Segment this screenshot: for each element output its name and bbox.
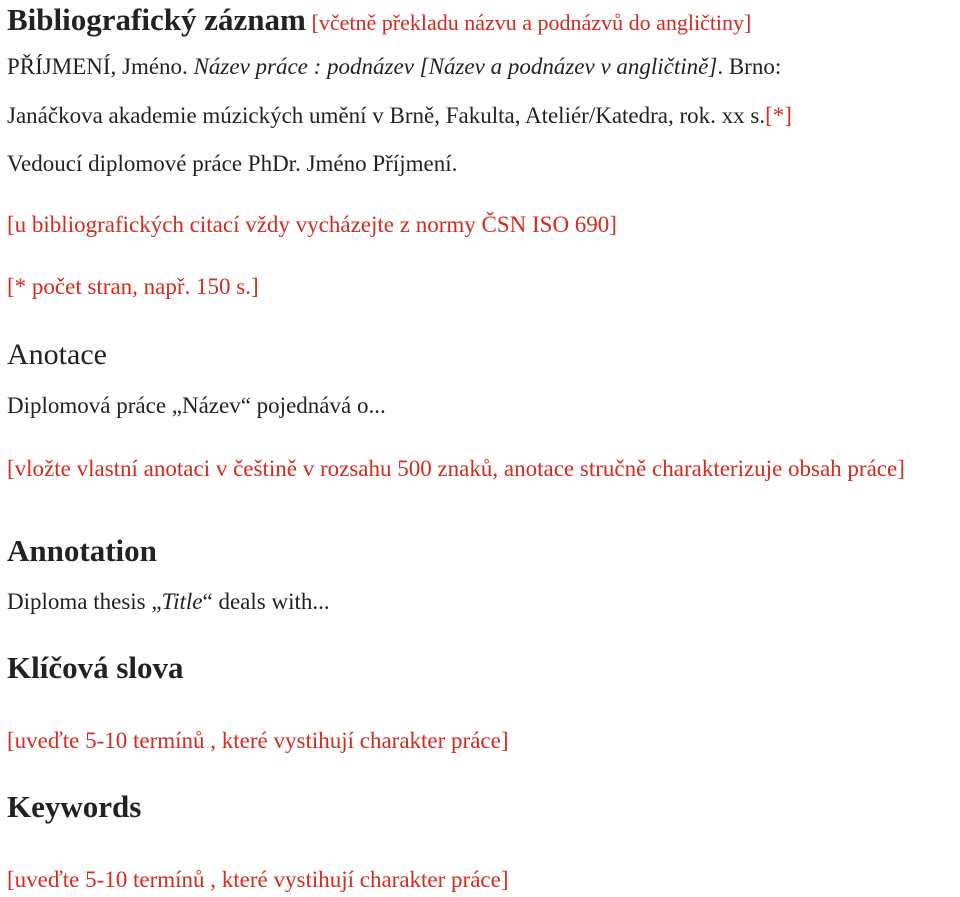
citation-line-2 [7,102,956,130]
keywords-heading: Keywords [7,789,142,824]
annotation-heading: Annotation [7,533,157,568]
bibliography-heading: Bibliografický záznam [7,2,306,37]
pages-note: [* počet stran, např. 150 s.] [7,274,259,299]
annotation-title: Title [161,589,203,614]
citation-pages-note: [*] [765,103,792,128]
citation-place: . Brno: [717,54,782,79]
anotace-text: Diplomová práce „Název“ pojednává o... [7,393,386,418]
klicova-slova-note: [uveďte 5-10 termínů , které vystihují charakter práce] [7,728,509,753]
annotation-text [7,588,956,616]
bibliography-heading-line [7,2,956,38]
citation-line-3 [7,150,956,178]
citation-author: PŘÍJMENÍ, Jméno. [7,54,194,79]
bibliography-heading-note: [včetně překladu názvu a podnázvů do angličtiny] [311,10,752,35]
annotation-text-end: “ deals with... [202,589,330,614]
citation-publisher: Janáčkova akademie múzických umění v Brně, Fakulta, Ateliér/Katedra, rok. xx s. [7,103,766,128]
anotace-heading: Anotace [7,338,107,371]
norm-note: [u bibliografických citací vždy vycházejte z normy ČSN ISO 690] [7,212,617,237]
citation-title: Název práce : podnázev [Název a podnázev v angličtině] [193,54,718,79]
annotation-text-start: Diploma thesis „ [7,589,162,614]
keywords-note: [uveďte 5-10 termínů , které vystihují charakter práce] [7,867,509,892]
anotace-note: [vložte vlastní anotaci v češtině v rozsahu 500 znaků, anotace stručně charakterizuje obsah práce] [7,456,905,481]
citation-supervisor: Vedoucí diplomové práce PhDr. Jméno Příjmení. [7,151,458,176]
citation-line-1 [7,53,956,81]
klicova-slova-heading: Klíčová slova [7,650,184,685]
